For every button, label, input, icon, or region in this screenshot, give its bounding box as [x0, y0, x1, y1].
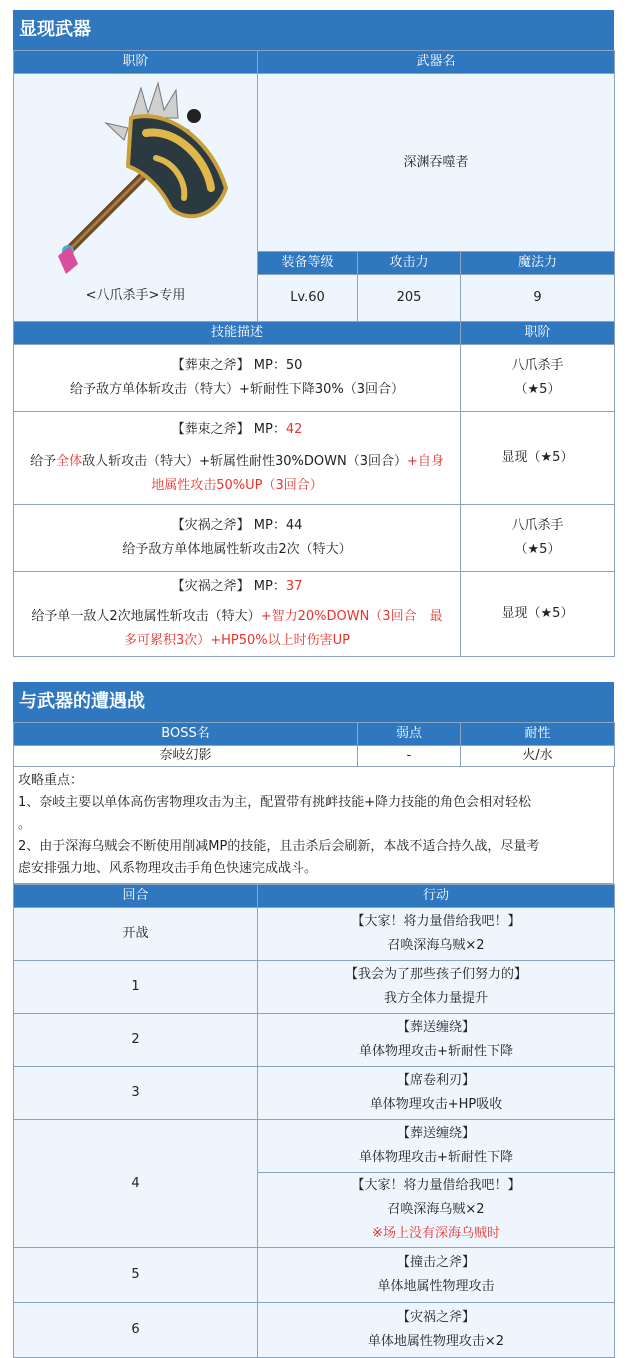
weapon-panel: [13, 10, 614, 657]
skill-mp: 37: [285, 579, 303, 594]
job-header: 职阶: [14, 51, 258, 74]
turn-number: 2: [14, 1014, 258, 1067]
skill-job: 显现（★5）: [461, 412, 615, 505]
skill-job: 八爪杀手: [511, 518, 564, 533]
action-title: 【大家！将力量借给我吧！】: [351, 914, 521, 929]
strategy-line: 1、奈岐主要以单体高伤害物理攻击为主，配置带有挑衅技能+降力技能的角色会相对轻松: [18, 795, 532, 810]
level-header: 装备等级: [258, 252, 358, 275]
boss-table: [13, 722, 615, 767]
action-title: 【葬送缠绕】: [396, 1020, 475, 1035]
level-value: Lv.60: [258, 275, 358, 322]
action-title: 【撞击之斧】: [396, 1255, 475, 1270]
action-header: 行动: [258, 885, 615, 908]
turn-number: 6: [14, 1303, 258, 1358]
weapon-name-header: 武器名: [258, 51, 615, 74]
battle-panel: [13, 682, 614, 1358]
skill-row: [14, 572, 615, 657]
boss-header: BOSS名: [14, 723, 358, 746]
turn-number: 3: [14, 1067, 258, 1120]
skill-desc: 给予敌方单体斩攻击（特大）+斩耐性下降30%（3回合）: [69, 382, 405, 397]
skill-rarity: （★5）: [514, 542, 561, 557]
atk-header: 攻击力: [358, 252, 461, 275]
skill-title: 【葬束之斧】 MP：50: [171, 358, 303, 373]
strategy-title: 攻略重点：: [18, 773, 84, 788]
battle-panel-title: 与武器的遭遇战: [13, 682, 614, 722]
skill-title: 【灾祸之斧】 MP：37: [171, 579, 303, 594]
strategy-line: 。: [18, 817, 32, 832]
action-title: 【席卷利刃】: [396, 1073, 475, 1088]
action-title: 【我会为了那些孩子们努力的】: [344, 967, 527, 982]
weapon-panel-title: 显现武器: [13, 10, 614, 50]
weak-header: 弱点: [358, 723, 461, 746]
action-desc: 单体地属性物理攻击: [377, 1279, 495, 1294]
resist-header: 耐性: [461, 723, 615, 746]
turn-table: [13, 884, 615, 1358]
action-desc: 单体物理攻击+斩耐性下降: [359, 1044, 513, 1059]
boss-name: 奈岐幻影: [14, 746, 358, 767]
skill-rarity: （★5）: [514, 382, 561, 397]
turn-row: [14, 1120, 615, 1173]
action-desc: 单体物理攻击+HP吸收: [369, 1097, 503, 1112]
mag-header: 魔法力: [461, 252, 615, 275]
atk-value: 205: [358, 275, 461, 322]
turn-number: 5: [14, 1248, 258, 1303]
action-desc: 召唤深海乌贼×2: [387, 1202, 485, 1217]
skill-desc-header: 技能描述: [14, 322, 461, 345]
action-title: 【葬送缠绕】: [396, 1126, 475, 1141]
skill-desc: 给予全体敌人斩攻击（特大）+斩属性耐性30%DOWN（3回合）+自身: [30, 454, 444, 469]
skill-desc: 给予单一敌人2次地属性斩攻击（特大）+智力20%DOWN（3回合 最: [31, 609, 443, 624]
action-condition: ※场上没有深海乌贼时: [372, 1226, 500, 1241]
skill-job-header: 职阶: [461, 322, 615, 345]
skill-desc: 给予敌方单体地属性斩攻击2次（特大）: [122, 542, 352, 557]
turn-row: [14, 1014, 615, 1067]
axe-weapon-image: [36, 78, 236, 278]
turn-number: 4: [14, 1120, 258, 1248]
boss-weakness: -: [358, 746, 461, 767]
strategy-line: 2、由于深海乌贼会不断使用削减MP的技能，且击杀后会刷新，本战不适合持久战，尽量考: [18, 839, 540, 854]
weapon-image-cell: [14, 74, 258, 322]
action-title: 【灾祸之斧】: [396, 1310, 475, 1325]
weapon-name: 深渊吞噬者: [258, 74, 615, 252]
action-desc: 我方全体力量提升: [383, 991, 488, 1006]
mag-value: 9: [461, 275, 615, 322]
turn-header: 回合: [14, 885, 258, 908]
turn-number: 1: [14, 961, 258, 1014]
skill-desc-cont: 地属性攻击50%UP（3回合）: [151, 478, 323, 493]
skill-mp: 42: [285, 422, 303, 437]
turn-number: 开战: [14, 908, 258, 961]
strategy-notes: [13, 767, 614, 884]
turn-row: [14, 1248, 615, 1303]
skill-row: [14, 412, 615, 505]
turn-row: [14, 1067, 615, 1120]
skill-row: [14, 505, 615, 572]
strategy-line: 虑安排强力地、风系物理攻击手角色快速完成战斗。: [18, 861, 318, 876]
skill-desc-cont: 多可累积3次）+HP50%以上时伤害UP: [123, 633, 351, 648]
action-title: 【大家！将力量借给我吧！】: [351, 1178, 521, 1193]
turn-row: [14, 908, 615, 961]
skill-job: 八爪杀手: [511, 358, 564, 373]
turn-row: [14, 1303, 615, 1358]
skill-job: 显现（★5）: [461, 572, 615, 657]
action-desc: 召唤深海乌贼×2: [387, 938, 485, 953]
boss-resistance: 火/水: [461, 746, 615, 767]
skill-row: [14, 345, 615, 412]
action-desc: 单体地属性物理攻击×2: [367, 1334, 505, 1349]
weapon-exclusive-text: <八爪杀手>专用: [85, 288, 186, 303]
action-desc: 单体物理攻击+斩耐性下降: [359, 1150, 513, 1165]
skill-title: 【灾祸之斧】 MP：44: [171, 518, 303, 533]
weapon-table: [13, 50, 615, 657]
skill-title: 【葬束之斧】 MP：42: [171, 422, 303, 437]
turn-row: [14, 961, 615, 1014]
